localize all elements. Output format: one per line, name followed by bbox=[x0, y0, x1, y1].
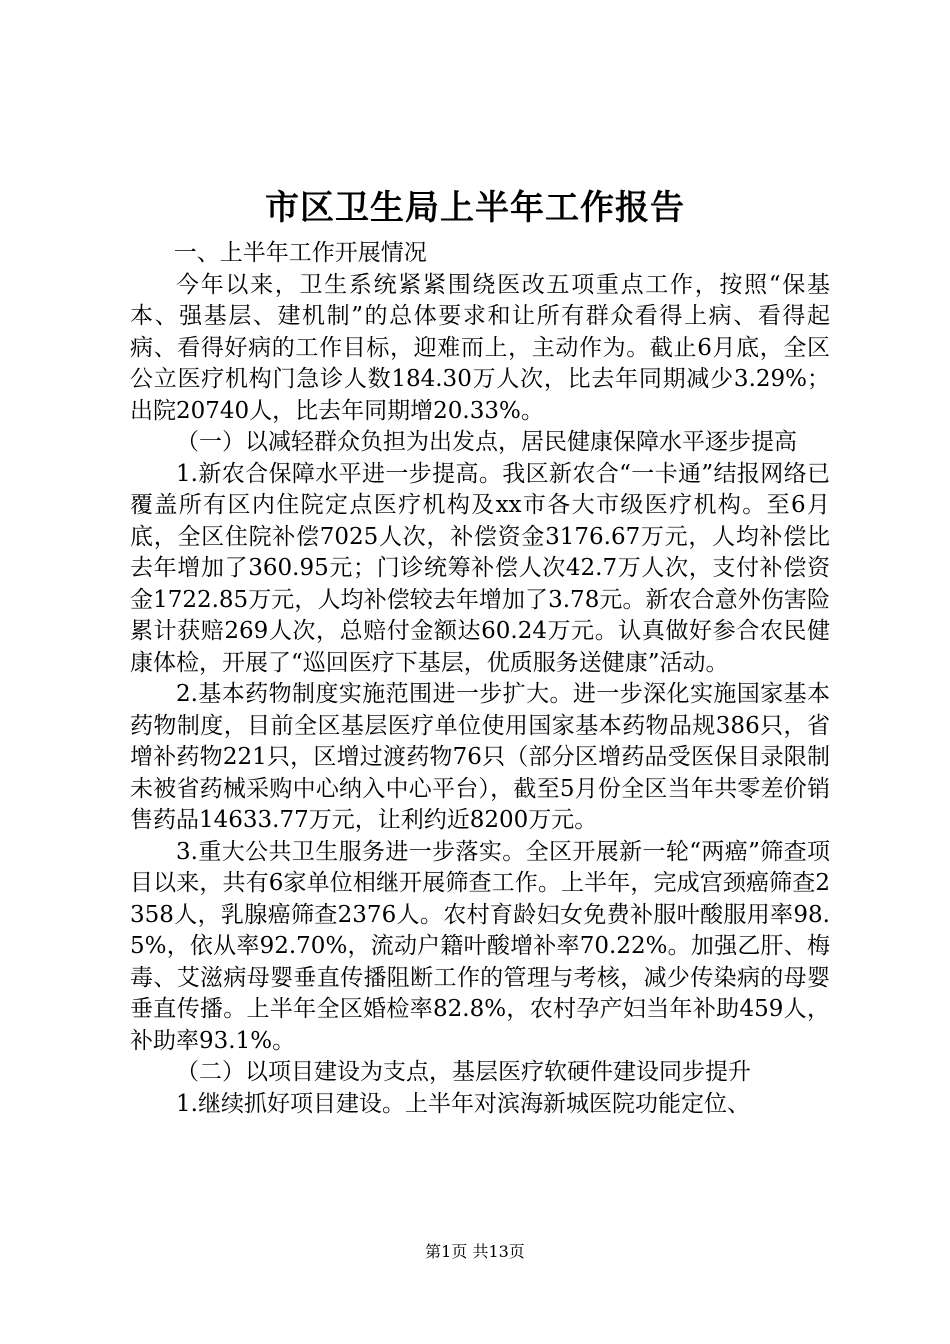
paragraph-item-1: 1.新农合保障水平进一步提高。我区新农合“一卡通”结报网络已覆盖所有区内住院定点医疗机构及xx市各大市级医疗机构。至6月底，全区住院补偿7025人次，补偿资金3176.67万元，人均补偿比去年增加了360.95元；门诊统筹补偿人次42.7万人次，支付补偿资金1722.85万元，人均补偿较去年增加了3.78元。新农合意外伤害险累计获赔269人次，总赔付金额达60.24万元。认真做好参合农民健康体检，开展了“巡回医疗下基层，优质服务送健康”活动。 bbox=[130, 460, 830, 676]
page-footer: 第1页 共13页 bbox=[425, 1242, 525, 1261]
subsection-heading: （二）以项目建设为支点，基层医疗软硬件建设同步提升 bbox=[176, 1059, 751, 1085]
subsection-heading: （一）以减轻群众负担为出发点，居民健康保障水平逐步提高 bbox=[176, 429, 797, 455]
document-title: 市区卫生局上半年工作报告 bbox=[265, 188, 685, 228]
paragraph-item-3: 3.重大公共卫生服务进一步落实。全区开展新一轮“两癌”筛查项目以来，共有6家单位相继开展筛查工作。上半年，完成宫颈癌筛查2358人，乳腺癌筛查2376人。农村育龄妇女免费补服叶酸服用率98.5%，依从率92.70%，流动户籍叶酸增补率70.22%。加强乙肝、梅毒、艾滋病母婴垂直传播阻断工作的管理与考核，减少传染病的母婴垂直传播。上半年全区婚检率82.8%，农村孕产妇当年补助459人，补助率93.1%。 bbox=[130, 838, 830, 1054]
paragraph-item-2: 2.基本药物制度实施范围进一步扩大。进一步深化实施国家基本药物制度，目前全区基层医疗单位使用国家基本药物品规386只，省增补药物221只，区增过渡药物76只（部分区增药品受医保目录限制未被省药械采购中心纳入中心平台），截至5月份全区当年共零差价销售药品14633.77万元，让利约近8200万元。 bbox=[130, 681, 830, 833]
document-body bbox=[130, 238, 830, 1120]
paragraph-item-4: 1.继续抓好项目建设。上半年对滨海新城医院功能定位、 bbox=[176, 1090, 750, 1117]
intro-paragraph: 今年以来，卫生系统紧紧围绕医改五项重点工作，按照“保基本、强基层、建机制”的总体要求和让所有群众看得上病、看得起病、看得好病的工作目标，迎难而上，主动作为。截止6月底，全区公立医疗机构门急诊人数184.30万人次，比去年同期减少3.29%；出院20740人，比去年同期增20.33%。 bbox=[130, 271, 830, 424]
section-heading: 一、上半年工作开展情况 bbox=[173, 240, 427, 266]
